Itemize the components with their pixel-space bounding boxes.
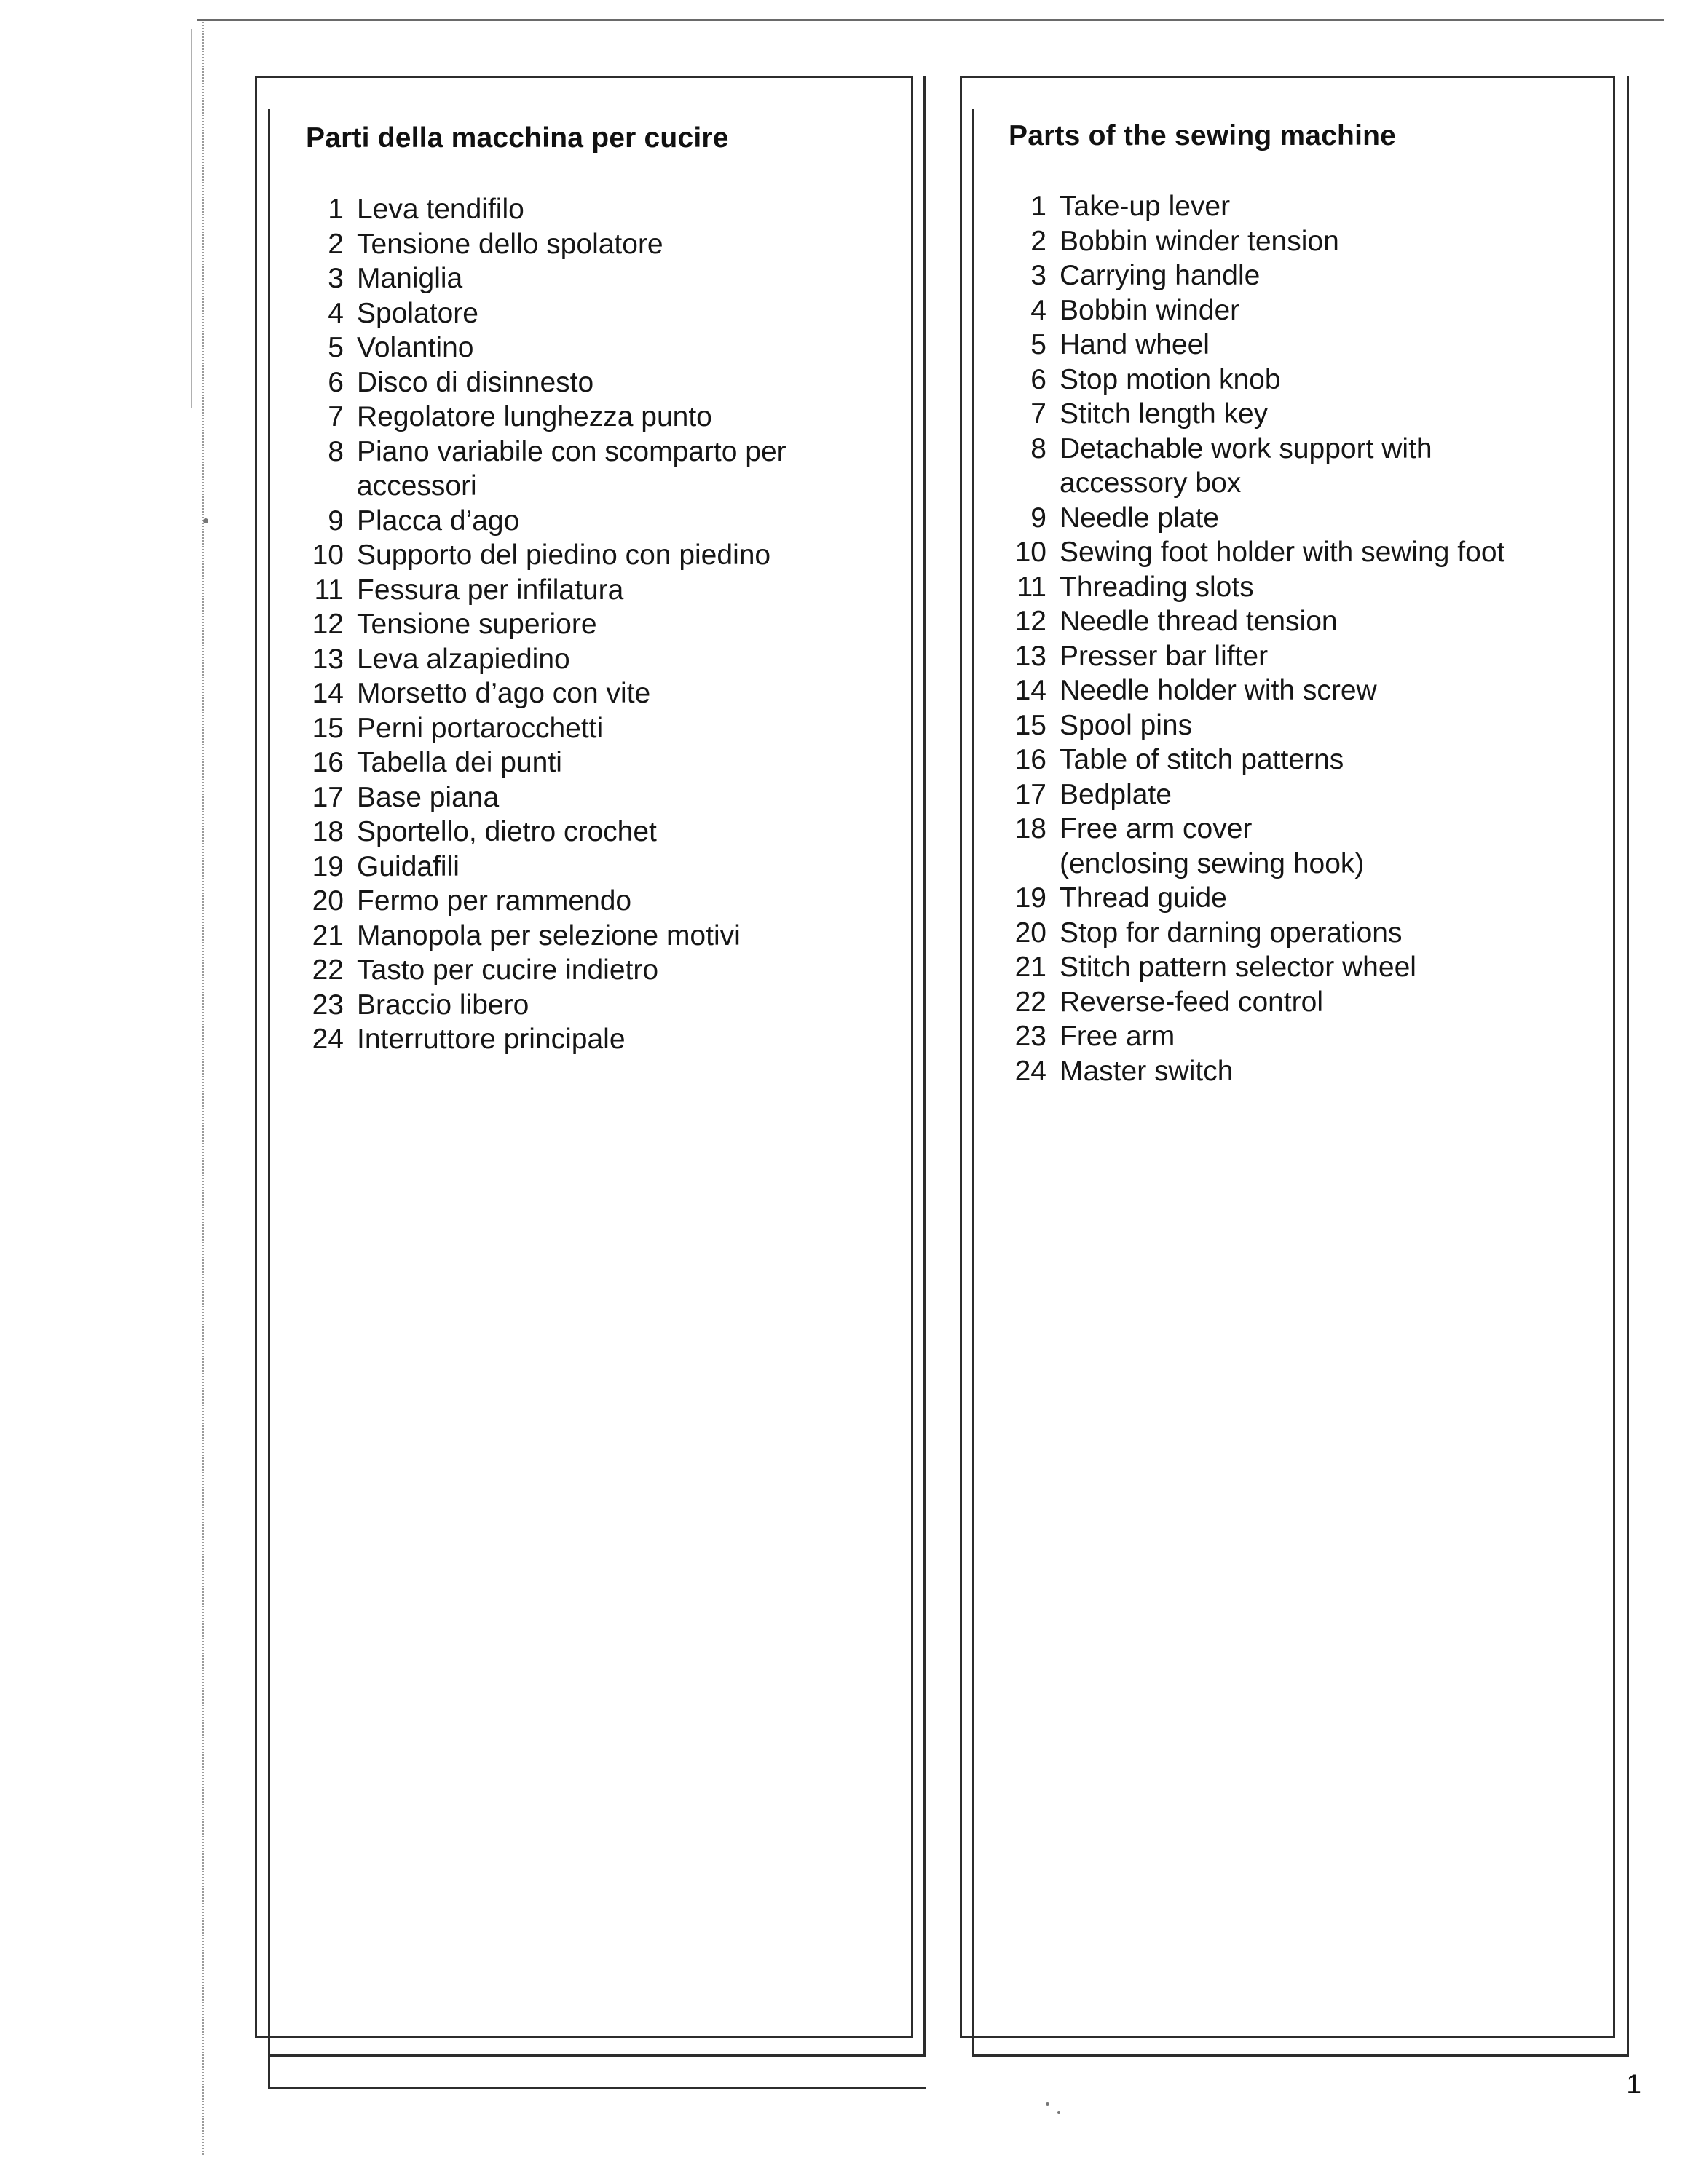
item-label-line: Reverse-feed control <box>1060 986 1324 1018</box>
item-label <box>1060 812 1364 881</box>
item-label-line: Fermo per rammendo <box>357 885 632 917</box>
item-number: 12 <box>312 609 344 640</box>
item-number: 1 <box>328 194 344 225</box>
list-item <box>306 261 786 296</box>
item-label <box>1060 916 1402 951</box>
english-panel-bottom-edge <box>972 2054 1628 2057</box>
item-label-line: Tensione dello spolatore <box>357 228 663 260</box>
item-label-line: Carrying handle <box>1060 260 1261 291</box>
item-label <box>357 435 786 504</box>
item-label-line: Needle holder with screw <box>1060 675 1377 706</box>
list-item <box>1009 397 1504 432</box>
item-number: 12 <box>1014 606 1046 637</box>
list-item <box>1009 535 1504 570</box>
item-number: 19 <box>1014 882 1046 914</box>
item-label <box>1060 881 1227 916</box>
item-label-line: Free arm cover <box>1060 813 1253 844</box>
list-item <box>1009 432 1504 501</box>
item-label <box>357 504 519 539</box>
item-label-line: Supporto del piedino con piedino <box>357 539 771 571</box>
item-label <box>357 850 460 885</box>
item-number: 16 <box>1014 744 1046 775</box>
item-label <box>1060 535 1504 570</box>
item-number: 6 <box>328 366 344 398</box>
item-number: 11 <box>1017 571 1046 603</box>
item-label-line: Volantino <box>357 332 474 363</box>
item-label-line: Needle plate <box>1060 502 1219 534</box>
item-label-line: Interruttore principale <box>357 1024 626 1055</box>
scan-edge-left-mark <box>191 29 192 408</box>
item-label-line: Bobbin winder <box>1060 294 1240 326</box>
item-label <box>1060 328 1210 363</box>
item-label-line: Stop motion knob <box>1060 363 1281 395</box>
list-item <box>1009 812 1504 881</box>
item-label-line: Sportello, dietro crochet <box>357 816 657 847</box>
item-number: 1 <box>1030 191 1046 222</box>
item-number: 21 <box>312 919 344 951</box>
item-number: 17 <box>312 781 344 813</box>
item-label-line: Fessura per infilatura <box>357 574 624 606</box>
item-label <box>1060 293 1239 328</box>
list-item <box>306 573 786 608</box>
item-number: 2 <box>328 228 344 260</box>
item-label-line: Morsetto d’ago con vite <box>357 678 651 709</box>
item-number: 9 <box>1030 502 1046 534</box>
list-item <box>306 676 786 711</box>
list-item <box>306 711 786 746</box>
list-item <box>306 850 786 885</box>
item-label-line: Piano variabile con scomparto per <box>357 435 786 467</box>
item-label <box>357 676 650 711</box>
item-label-line: Base piana <box>357 781 500 813</box>
item-label <box>1060 673 1377 708</box>
list-item <box>1009 570 1504 605</box>
item-label-line: Regolatore lunghezza punto <box>357 401 712 432</box>
scan-speck <box>1046 2102 1049 2106</box>
list-item <box>1009 916 1504 951</box>
list-item <box>306 607 786 642</box>
item-label-line: Threading slots <box>1060 571 1254 603</box>
item-label-line: Thread guide <box>1060 882 1227 914</box>
item-label-line: Detachable work support with <box>1060 432 1432 464</box>
item-number: 10 <box>1014 537 1046 568</box>
list-item <box>306 1022 786 1057</box>
list-item <box>1009 673 1504 708</box>
item-number: 20 <box>1014 917 1046 949</box>
item-label-line: Braccio libero <box>357 989 529 1021</box>
item-label <box>357 711 603 746</box>
item-label <box>357 642 570 677</box>
list-item <box>1009 778 1504 812</box>
list-item <box>1009 743 1504 778</box>
item-label-line: Manopola per selezione motivi <box>357 919 741 951</box>
list-item <box>306 296 786 331</box>
list-item <box>1009 604 1504 639</box>
scan-edge-top <box>197 19 1664 21</box>
list-item <box>1009 189 1504 224</box>
item-number: 22 <box>312 954 344 986</box>
item-label <box>357 919 741 954</box>
item-label-line: Master switch <box>1060 1055 1234 1087</box>
item-label <box>357 365 593 400</box>
item-label <box>1060 189 1230 224</box>
item-label-line: accessori <box>357 470 477 502</box>
item-label-line: (enclosing sewing hook) <box>1060 847 1365 879</box>
item-label-line: Hand wheel <box>1060 329 1210 360</box>
english-parts-list <box>1009 189 1504 1088</box>
list-item <box>306 953 786 988</box>
item-label-line: Needle thread tension <box>1060 606 1338 637</box>
list-item <box>306 884 786 919</box>
item-number: 5 <box>1030 329 1046 360</box>
item-label <box>1060 501 1219 536</box>
list-item <box>1009 293 1504 328</box>
item-number: 8 <box>328 435 344 467</box>
list-item <box>1009 950 1504 985</box>
item-label <box>1060 258 1260 293</box>
list-item <box>306 331 786 365</box>
item-label <box>357 331 473 365</box>
item-label-line: Stop for darning operations <box>1060 917 1403 949</box>
item-number: 18 <box>312 816 344 847</box>
list-item <box>306 815 786 850</box>
item-label-line: Tensione superiore <box>357 609 597 640</box>
list-item <box>306 192 786 227</box>
item-label <box>1060 570 1254 605</box>
list-item <box>1009 1054 1504 1089</box>
item-number: 7 <box>1030 398 1046 430</box>
item-label <box>1060 639 1268 674</box>
list-item <box>306 504 786 539</box>
item-label <box>357 988 529 1023</box>
item-label <box>1060 950 1416 985</box>
item-label-line: Bobbin winder tension <box>1060 225 1339 257</box>
list-item <box>1009 224 1504 259</box>
item-label-line: Spolatore <box>357 297 478 329</box>
list-item <box>306 227 786 262</box>
list-item <box>306 642 786 677</box>
item-label-line: Leva alzapiedino <box>357 643 570 675</box>
list-item <box>306 435 786 504</box>
item-number: 6 <box>1030 363 1046 395</box>
italian-panel-bottom-edge <box>268 2054 926 2057</box>
list-item <box>306 365 786 400</box>
item-number: 3 <box>1030 260 1046 291</box>
list-item <box>1009 985 1504 1020</box>
english-heading: Parts of the sewing machine <box>1009 120 1397 151</box>
item-label <box>357 261 462 296</box>
list-item <box>1009 501 1504 536</box>
item-number: 16 <box>312 747 344 778</box>
item-label-line: Take-up lever <box>1060 191 1231 222</box>
item-label-line: Sewing foot holder with sewing foot <box>1060 537 1505 568</box>
english-panel-inner-edge <box>972 109 974 2056</box>
item-number: 10 <box>312 539 344 571</box>
item-number: 18 <box>1014 813 1046 844</box>
list-item <box>306 780 786 815</box>
item-label <box>357 815 657 850</box>
item-label <box>357 607 597 642</box>
scan-speck <box>1057 2111 1060 2114</box>
item-number: 15 <box>1014 709 1046 741</box>
item-label <box>357 573 623 608</box>
list-item <box>306 538 786 573</box>
item-label <box>1060 985 1323 1020</box>
item-label <box>1060 432 1432 501</box>
item-label <box>357 884 631 919</box>
list-item <box>306 919 786 954</box>
item-number: 13 <box>1014 640 1046 672</box>
item-label-line: Spool pins <box>1060 709 1193 741</box>
item-number: 9 <box>328 505 344 537</box>
item-label <box>357 538 770 573</box>
list-item <box>1009 639 1504 674</box>
item-label-line: Disco di disinnesto <box>357 366 594 398</box>
list-item <box>1009 258 1504 293</box>
item-number: 4 <box>1030 294 1046 326</box>
item-label-line: accessory box <box>1060 467 1242 499</box>
list-item <box>306 745 786 780</box>
item-label <box>1060 604 1338 639</box>
item-label-line: Placca d’ago <box>357 505 520 537</box>
item-number: 24 <box>1014 1055 1046 1087</box>
item-label-line: Tasto per cucire indietro <box>357 954 659 986</box>
item-label-line: Tabella dei punti <box>357 747 562 778</box>
italian-parts-list <box>306 192 786 1057</box>
item-number: 24 <box>312 1024 344 1055</box>
item-label <box>1060 224 1339 259</box>
item-number: 11 <box>314 574 344 606</box>
item-number: 14 <box>312 678 344 709</box>
item-label <box>1060 397 1268 432</box>
item-label-line: Guidafili <box>357 850 460 882</box>
list-item <box>1009 1019 1504 1054</box>
item-label <box>357 192 524 227</box>
item-number: 23 <box>1014 1021 1046 1052</box>
list-item <box>1009 708 1504 743</box>
item-number: 21 <box>1014 951 1046 983</box>
item-number: 23 <box>312 989 344 1021</box>
item-label <box>357 745 562 780</box>
item-label-line: Table of stitch patterns <box>1060 744 1344 775</box>
item-label-line: Maniglia <box>357 263 463 294</box>
item-number: 14 <box>1014 675 1046 706</box>
item-number: 3 <box>328 263 344 294</box>
list-item <box>306 988 786 1023</box>
item-label-line: Leva tendifilo <box>357 194 524 225</box>
item-number: 4 <box>328 297 344 329</box>
list-item <box>306 400 786 435</box>
item-label-line: Stitch length key <box>1060 398 1269 430</box>
item-number: 13 <box>312 643 344 675</box>
item-label <box>357 227 663 262</box>
item-label <box>357 1022 626 1057</box>
item-label <box>1060 1019 1175 1054</box>
item-label-line: Presser bar lifter <box>1060 640 1269 672</box>
item-number: 7 <box>328 401 344 432</box>
italian-panel-right-edge <box>923 76 926 2057</box>
item-number: 5 <box>328 332 344 363</box>
item-label <box>1060 743 1344 778</box>
page-number: 1 <box>1626 2069 1641 2099</box>
list-item <box>1009 363 1504 397</box>
item-number: 15 <box>312 712 344 744</box>
item-label <box>1060 1054 1233 1089</box>
item-label <box>1060 708 1192 743</box>
item-label <box>357 400 712 435</box>
italian-heading: Parti della macchina per cucire <box>306 122 729 154</box>
item-label <box>357 780 499 815</box>
item-label-line: Stitch pattern selector wheel <box>1060 951 1416 983</box>
scan-speck <box>203 518 208 523</box>
list-item <box>1009 328 1504 363</box>
item-number: 20 <box>312 885 344 917</box>
item-number: 2 <box>1030 225 1046 257</box>
scan-edge-left <box>202 22 204 2155</box>
english-panel-right-edge <box>1627 76 1629 2057</box>
item-label <box>1060 778 1172 812</box>
item-label-line: Bedplate <box>1060 778 1172 810</box>
item-number: 8 <box>1030 432 1046 464</box>
item-number: 22 <box>1014 986 1046 1018</box>
item-label-line: Free arm <box>1060 1021 1175 1052</box>
item-label <box>357 296 478 331</box>
item-number: 17 <box>1014 778 1046 810</box>
item-label <box>1060 363 1281 397</box>
item-label-line: Perni portarocchetti <box>357 712 604 744</box>
item-label <box>357 953 658 988</box>
list-item <box>1009 881 1504 916</box>
item-number: 19 <box>312 850 344 882</box>
